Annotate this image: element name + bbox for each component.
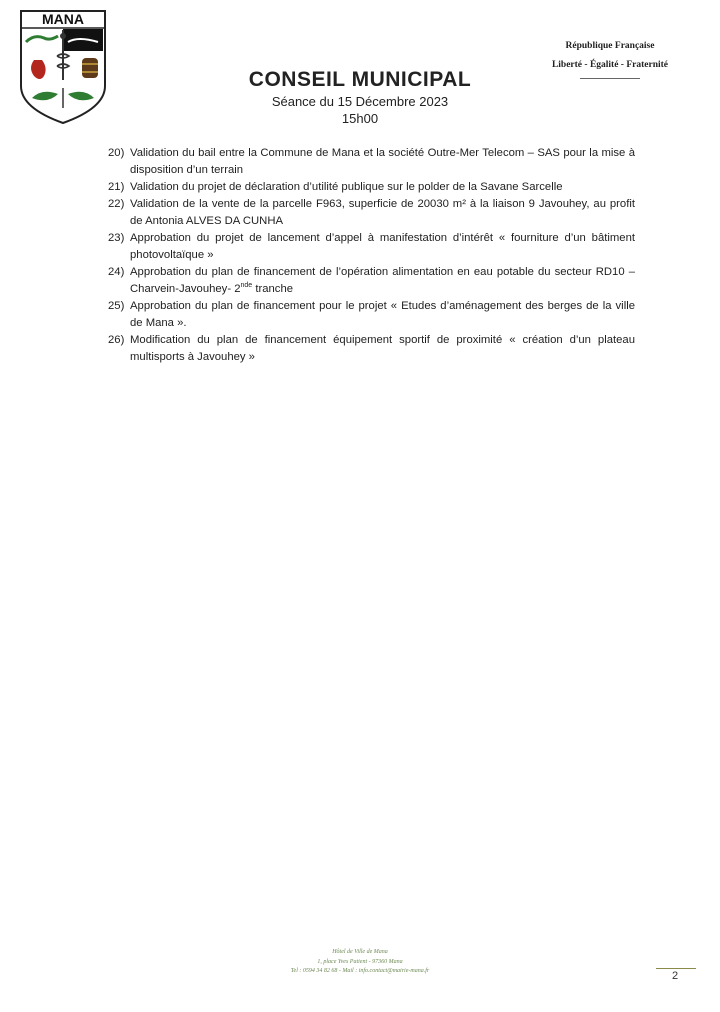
agenda-item-text: Modification du plan de financement équipement sportif de proximité « création d’un plateau multisports à Javouhey » [130, 334, 635, 363]
session-date: Séance du 15 Décembre 2023 [271, 94, 449, 109]
document-header [180, 67, 540, 127]
page-number-rule [656, 968, 696, 969]
agenda-item-number: 23) [108, 232, 125, 244]
agenda-item-text: Approbation du plan de financement pour le projet « Etudes d’aménagement des berges de la ville de Mana ». [130, 300, 635, 329]
agenda-item [108, 264, 635, 298]
agenda-item-number: 20) [108, 147, 125, 159]
republic-motto [530, 37, 690, 79]
agenda-item [108, 298, 635, 332]
agenda-item-number: 26) [108, 334, 125, 346]
agenda-item-text: Approbation du projet de lancement d’appel à manifestation d’intérêt « fourniture d’un bâtiment photovoltaïque » [130, 232, 635, 261]
agenda-item-text-end: tranche [252, 283, 294, 295]
agenda-list [108, 145, 635, 366]
agenda-item [108, 230, 635, 264]
ordinal-suffix: nde [240, 282, 253, 290]
republic-line-1: République Française [565, 41, 655, 51]
agenda-item-number: 22) [108, 198, 125, 210]
agenda-item [108, 179, 635, 196]
motto-divider [580, 78, 640, 79]
agenda-item-text: Validation du projet de déclaration d’utilité publique sur le polder de la Savane Sarcelle [130, 181, 563, 193]
document-title: CONSEIL MUNICIPAL [248, 68, 472, 91]
agenda-item [108, 332, 635, 366]
page-number: 2 [671, 970, 679, 982]
crest-name: MANA [42, 11, 84, 27]
agenda-item-number: 25) [108, 300, 125, 312]
agenda-item-number: 21) [108, 181, 125, 193]
agenda-item-number: 24) [108, 266, 125, 278]
footer-line-2: 1, place Yves Patient - 97360 Mana [317, 958, 403, 965]
agenda-item-text: Validation du bail entre la Commune de Mana et la société Outre-Mer Telecom – SAS pour la mise à disposition d’un terrain [130, 147, 635, 176]
footer-line-3: Tel : 0594 34 82 68 - Mail : info.contact@mairie-mana.fr [290, 968, 430, 974]
footer-line-1: Hôtel de Ville de Mana [332, 949, 388, 955]
session-time: 15h00 [341, 111, 379, 126]
republic-line-2: Liberté - Égalité - Fraternité [551, 60, 669, 70]
mana-crest-logo [18, 8, 108, 126]
agenda-item [108, 196, 635, 230]
agenda-item-text: Validation de la vente de la parcelle F963, superficie de 20030 m² à la liaison 9 Javouhey, au profit de Antonia ALVES DA CUNHA [130, 198, 635, 227]
agenda-item [108, 145, 635, 179]
agenda-item-text: Approbation du plan de financement de l’opération alimentation en eau potable du secteur RD10 – Charvein-Javouhey- 2 [130, 266, 635, 295]
footer-address [240, 948, 480, 977]
